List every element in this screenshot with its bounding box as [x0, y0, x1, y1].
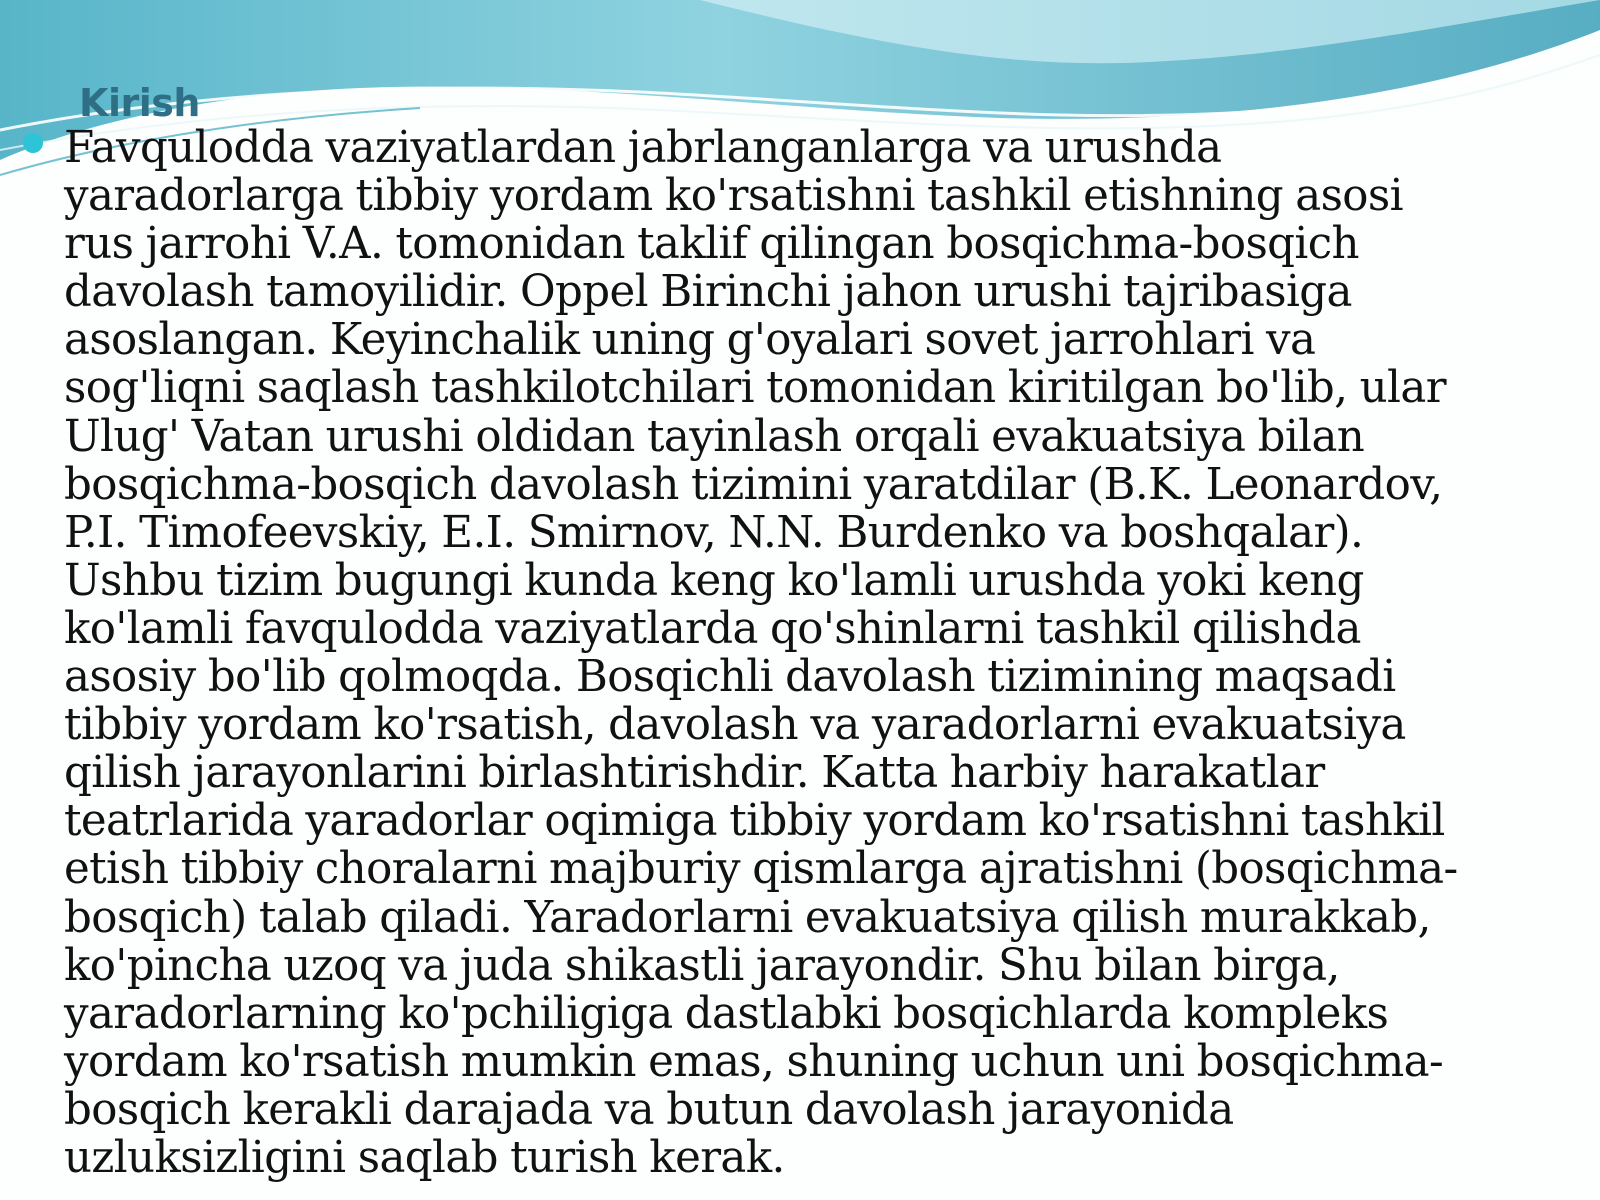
text-line: yaradorlarga tibbiy yordam ko'rsatishni tashkil etishning asosi	[64, 171, 1403, 222]
text-line: sog'liqni saqlash tashkilotchilari tomonidan kiritilgan bo'lib, ular	[64, 363, 1446, 414]
text-line: uzluksizligini saqlab turish kerak.	[64, 1132, 785, 1183]
text-line: asosiy bo'lib qolmoqda. Bosqichli davolash tizimining maqsadi	[64, 652, 1396, 703]
text-line: Ushbu tizim bugungi kunda keng ko'lamli urushda yoki keng	[64, 555, 1364, 606]
text-line: bosqich kerakli darajada va butun davolash jarayonida	[64, 1084, 1234, 1135]
text-line: teatrlarida yaradorlar oqimiga tibbiy yordam ko'rsatishni tashkil	[64, 796, 1445, 847]
text-line: asoslangan. Keyinchalik uning g'oyalari sovet jarrohlari va	[64, 315, 1316, 366]
bullet-icon	[23, 133, 43, 153]
text-line: tibbiy yordam ko'rsatish, davolash va yaradorlarni evakuatsiya	[64, 700, 1406, 751]
text-line: bosqich) talab qiladi. Yaradorlarni evakuatsiya qilish murakkab,	[64, 892, 1431, 943]
text-line: bosqichma-bosqich davolash tizimini yaratdilar (B.K. Leonardov,	[64, 459, 1443, 510]
text-line: davolash tamoyilidir. Oppel Birinchi jahon urushi tajribasiga	[64, 267, 1352, 318]
text-line: Favqulodda vaziyatlardan jabrlanganlarga va urushda	[64, 123, 1222, 173]
text-line: etish tibbiy choralarni majburiy qismlarga ajratishni (bosqichma-	[64, 844, 1458, 895]
text-line: qilish jarayonlarini birlashtirishdir. Katta harbiy harakatlar	[64, 748, 1325, 799]
text-line: P.I. Timofeevskiy, E.I. Smirnov, N.N. Burdenko va boshqalar).	[64, 507, 1364, 558]
text-line: yaradorlarning ko'pchiligiga dastlabki bosqichlarda kompleks	[64, 988, 1389, 1039]
text-line: ko'lamli favqulodda vaziyatlarda qo'shinlarni tashkil qilishda	[64, 603, 1361, 654]
text-line: rus jarrohi V.A. tomonidan taklif qilingan bosqichma-bosqich	[64, 219, 1359, 270]
text-line: yordam ko'rsatish mumkin emas, shuning uchun uni bosqichma-	[64, 1036, 1444, 1087]
slide-body-text	[64, 124, 1579, 1182]
text-line: Ulug' Vatan urushi oldidan tayinlash orqali evakuatsiya bilan	[64, 411, 1365, 462]
slide-title: Kirish	[79, 81, 200, 125]
text-line: ko'pincha uzoq va juda shikastli jarayondir. Shu bilan birga,	[64, 940, 1340, 991]
